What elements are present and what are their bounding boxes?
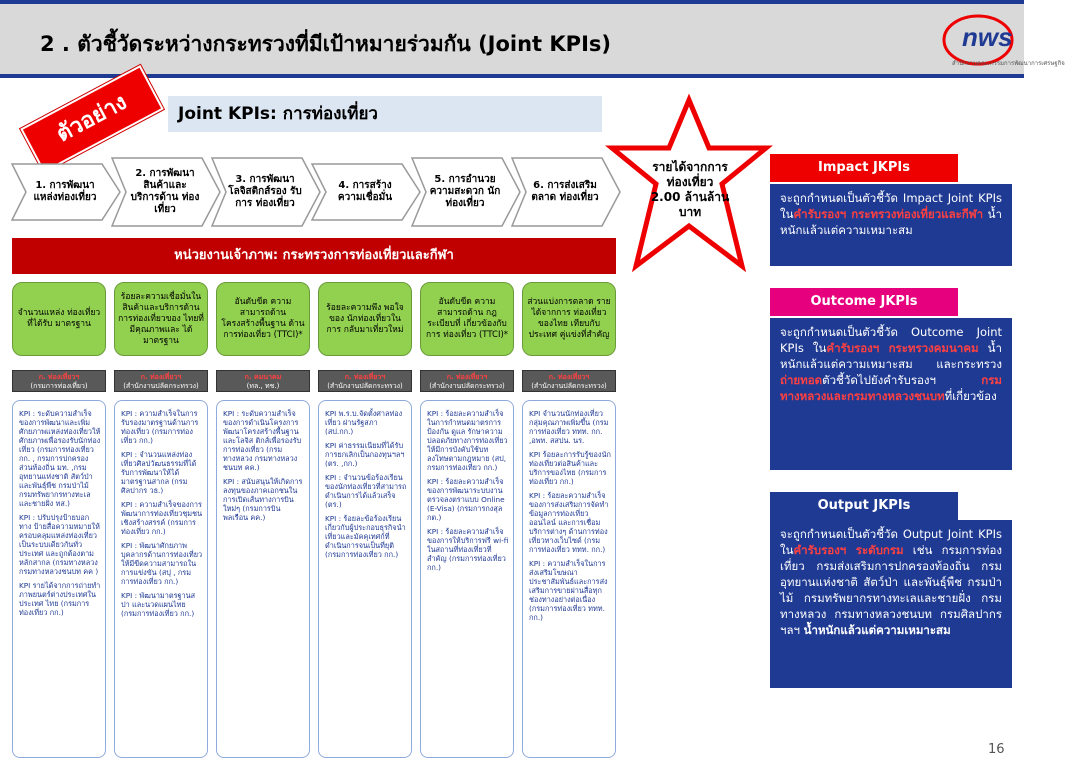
owner-unit: (สำนักงานปลัดกระทรวง) — [531, 382, 607, 390]
star-line-1: รายได้จากการ — [652, 160, 728, 174]
kpi-item: KPI พ.ร.บ.จัดตั้งศาลท่องเที่ยว ผ่านรัฐสภา (สป.กก.) — [325, 409, 403, 436]
owner-box-4 — [318, 370, 412, 392]
outcome-text-2: น้ำหนักแล้วแต่ความเหมาะสม และกระทรวง — [780, 341, 1002, 371]
kpi-list-4 — [318, 400, 412, 758]
chevron-label: 5. การอำนวย ความสะดวก นักท่องเที่ยว — [429, 174, 501, 209]
kpi-item: KPI : จำนวนแหล่งท่องเที่ยวศิลปวัฒนธรรมที่ได้รับการพัฒนาให้ได้มาตรฐานสากล (กรมศิลปากร วธ.) — [121, 450, 197, 495]
output-text-3: น้ำหนักแล้วแต่ความเหมาะสม — [803, 623, 951, 637]
kpi-list-1 — [12, 400, 106, 758]
owner-unit: (สำนักงานปลัดกระทรวง) — [123, 382, 199, 390]
kpi-item: KPI จำนวนนักท่องเที่ยวกลุ่มคุณภาพเพิ่มขึ้น (กรมการท่องเที่ยว ททท. กก. ,อพท. สสปน. นร. — [529, 409, 609, 445]
kpi-item: KPI ค่าธรรมเนียมที่ได้รับการยกเลิกเป็นกองทุนฯลฯ (ตร. ,กก.) — [325, 441, 405, 468]
kpi-item: KPI : ร้อยละความสำเร็จของการพัฒนาระบบงานตรวจลงตราแบบ Online (E-Visa) (กรมการกงสุล กต.) — [427, 477, 505, 522]
outcome-highlight-1: คำรับรองฯ กระทรวงคมนาคม — [826, 341, 979, 355]
chevron-2 — [112, 158, 220, 226]
owner-box-3 — [216, 370, 310, 392]
example-badge: ตัวอย่าง — [20, 65, 164, 173]
owner-box-1 — [12, 370, 106, 392]
logo-text: nws — [962, 22, 1013, 52]
owner-box-5 — [420, 370, 514, 392]
impact-description — [770, 184, 1012, 266]
kpi-item: KPI : ปรับปรุงป้ายบอกทาง ป้ายสื่อความหมายให้ครอบคลุมแหล่งท่องเที่ยว เป็นระบบเดียวกันทั่วประเทศ และถูกต้องตามหลักสากล (กรมทางหลวง กรมทางหลวงชนบท คค ) — [19, 513, 100, 576]
output-description — [770, 520, 1012, 688]
goal-box-5: อันดับขีด ความสามารถด้าน กฎระเบียบที่ เกี่ยวข้องกับการ ท่องเที่ยว (TTCI)* — [420, 282, 514, 356]
outcome-highlight-3: กรมทางหลวงและกรมทางหลวงชนบท — [780, 373, 1002, 403]
owner-box-2 — [114, 370, 208, 392]
header-rule — [0, 74, 1024, 78]
kpi-list-5 — [420, 400, 514, 758]
goal-box-1: จำนวนแหล่ง ท่องเที่ยวที่ได้รับ มาตรฐาน — [12, 282, 106, 356]
kpi-item: KPI : พัฒนามาตรฐานสปา และนวดแผนไทย (กรมการท่องเที่ยว กก.) — [121, 591, 196, 618]
owner-ministry: ก. ท่องเที่ยวฯ — [446, 373, 488, 381]
kpi-list-6 — [522, 400, 616, 758]
outcome-description — [770, 318, 1012, 470]
star-line-2: ท่องเที่ยว — [666, 175, 714, 189]
chevron-label: 3. การพัฒนา โลจิสติกส์รอง รับการ ท่องเที่ยว — [228, 174, 302, 209]
joint-kpi-title: Joint KPIs: การท่องเที่ยว — [168, 96, 602, 132]
kpi-item: KPI : ร้อยละข้อร้องเรียนเกี่ยวกับผู้ประกอบธุรกิจนำเที่ยวและมัคคุเทศก์ที่ดำเนินการจนเป็นที่ยุติ (กรมการท่องเที่ยว กก.) — [325, 514, 406, 559]
star-target-text — [634, 160, 746, 220]
kpi-item: KPI : สนับสนุนให้เกิดการลงทุนของภาคเอกชนในการเปิดเส้นทางการบินใหม่ๆ (กรมการบินพลเรือน คค.) — [223, 477, 303, 522]
owner-ministry: ก. ท่องเที่ยวฯ — [344, 373, 386, 381]
chevron-1 — [12, 158, 120, 226]
output-text-1: จะถูกกำหนดเป็นตัวชี้วัด Output Joint KPIs ใน — [780, 527, 1002, 557]
owner-ministry: ก. ท่องเที่ยวฯ — [38, 373, 80, 381]
chevron-3 — [212, 158, 320, 226]
goal-box-3: อันดับขีด ความสามารถด้าน โครงสร้างพื้นฐาน ด้านการท่องเที่ยว (TTCI)* — [216, 282, 310, 356]
star-line-3: 2.00 ล้านล้าน — [650, 190, 730, 204]
goal-box-4: ร้อยละความพึง พอใจของ นักท่องเที่ยวในการ กลับมาเที่ยวใหม่ — [318, 282, 412, 356]
owner-ministry: ก. ท่องเที่ยวฯ — [140, 373, 182, 381]
chevron-label: 6. การส่งเสริม ตลาด ท่องเที่ยว — [531, 180, 599, 203]
output-highlight: คำรับรองฯ ระดับกรม — [793, 543, 904, 557]
kpi-item: KPI : ระดับความสำเร็จของการดำเนินโครงการพัฒนาโครงสร้างพื้นฐานและโลจิส ติกส์เพื่อรองรับการท่องเที่ยว (กรมทางหลวง กรมทางหลวงชนบท คค.) — [223, 409, 302, 472]
goal-box-6: ส่วนแบ่งการตลาด รายได้จากการ ท่องเที่ยวของไทย เทียบกับประเทศ คู่แข่งที่สำคัญ — [522, 282, 616, 356]
kpi-item: KPI : ร้อยละความสำเร็จของการส่งเสริมการจัดทำข้อมูลการท่องเที่ยวออนไลน์ และการเชื่อมบริการต่างๆ ด้านการท่องเที่ยวทางเว็บไซด์ (กรมการท่องเที่ยว ททท. กก.) — [529, 491, 609, 554]
kpi-list-3 — [216, 400, 310, 758]
kpi-item: KPI : ระดับความสำเร็จของการพัฒนาและเพิ่มศักยภาพแหล่งท่องเที่ยวให้ศักยภาพเพื่อรองรับนักท่องเที่ยว (กรมการท่องเที่ยว กก. , กรมการปกครองส่วนท้องถิ่น มท. ,กรมอุทยานแห่งชาติ สัตว์ป่า และพันธุ์พืช กรมป่าไม้ กรมทรัพยากรทางทะเลและชายฝั่ง ทส.) — [19, 409, 101, 508]
outcome-highlight-2: ถ่ายทอด — [780, 373, 823, 387]
goal-box-2: ร้อยละความเชื่อมั่นใน สินค้าและบริการด้าน การท่องเที่ยวของ ไทยที่มีคุณภาพและ ได้มาตรฐาน — [114, 282, 208, 356]
nesdb-logo — [940, 10, 1065, 74]
kpi-item: KPI รายได้จากการถ่ายทำภาพยนตร์ต่างประเทศใน ประเทศ ไทย (กรมการท่องเที่ยว กก.) — [19, 581, 101, 617]
kpi-item: KPI : ความสำเร็จในการรับรองมาตรฐานด้านการท่องเที่ยว (กรมการท่องเที่ยว กก.) — [121, 409, 199, 445]
owner-unit: (กรมการท่องเที่ยว) — [30, 382, 88, 390]
outcome-text-3: ตัวชี้วัดไปยังคำรับรองฯ — [822, 373, 982, 387]
page-number: 16 — [988, 742, 1005, 757]
owner-unit: (ทล., ทช.) — [246, 382, 280, 390]
outcome-text-1: จะถูกกำหนดเป็นตัวชี้วัด Outcome Joint KPIs ใน — [780, 325, 1002, 355]
kpi-item: KPI : พัฒนาศักยภาพบุคลากรด้านการท่องเที่ยวให้มีขีดความสามารถในการแข่งขัน (สปุ , กรมการท่องเที่ยว กก.) — [121, 541, 203, 586]
kpi-item: KPI : ความสำเร็จของการพัฒนาการท่องเที่ยวชุมชนเชิงสร้างสรรค์ (กรมการท่องเที่ยว กก.) — [121, 500, 203, 536]
page-title: 2 . ตัวชี้วัดระหว่างกระทรวงที่มีเป้าหมายร่วมกัน (Joint KPIs) — [40, 32, 611, 56]
kpi-list-2 — [114, 400, 208, 758]
kpi-item: KPI : ร้อยละความสำเร็จของการให้บริการฟรี wi-fi ในสถานที่ท่องเที่ยวที่สำคัญ (กรมการท่องเที่ยว กก.) — [427, 527, 509, 572]
chevron-label: 2. การพัฒนา สินค้าและ บริการด้าน ท่องเที่ยว — [130, 168, 200, 215]
chevron-5 — [412, 158, 520, 226]
outcome-heading: Outcome JKPIs — [770, 288, 958, 316]
impact-heading: Impact JKPIs — [770, 154, 958, 182]
outcome-text-4: ที่เกี่ยวข้อง — [944, 389, 997, 403]
impact-highlight: คำรับรองฯ กระทรวงท่องเที่ยวและกีฬา — [793, 207, 984, 221]
impact-text-2: น้ำหนักแล้วแต่ความเหมาะสม — [780, 207, 1002, 237]
output-heading: Output JKPIs — [770, 492, 958, 520]
owner-unit: (สำนักงานปลัดกระทรวง) — [429, 382, 505, 390]
header-band — [0, 4, 1065, 76]
kpi-item: KPI : จำนวนข้อร้องเรียนของนักท่องเที่ยวที่สามารถดำเนินการได้แล้วเสร็จ (ตร.) — [325, 473, 407, 509]
star-line-4: บาท — [678, 205, 702, 219]
kpi-item: KPI : ร้อยละความสำเร็จในการกำหนดมาตรการป้องกัน ดูแล รักษาความปลอดภัยทางการท่องเที่ยวให้มีการบังคับใช้บทลงโทษตามกฎหมาย (สป, กรมการท่องเที่ยว กก.) — [427, 409, 508, 472]
owner-ministry: ก. ท่องเที่ยวฯ — [548, 373, 590, 381]
strategy-chevrons — [12, 158, 620, 226]
logo-tagline: สำนักงานคณะกรรมการพัฒนาการเศรษฐกิจ — [952, 60, 1065, 67]
chevron-4 — [312, 158, 420, 226]
kpi-item: KPI : ความสำเร็จในการส่งเสริมโฆษณาประชาสัมพันธ์และการส่งเสริมการขายผ่านสื่อทุกช่องทางอย่างต่อเนื่อง (กรมการท่องเที่ยว ททท. กก.) — [529, 559, 608, 622]
owner-ministry: ก. คมนาคม — [244, 373, 282, 381]
owner-unit: (สำนักงานปลัดกระทรวง) — [327, 382, 403, 390]
owner-box-6 — [522, 370, 616, 392]
impact-text-1: จะถูกกำหนดเป็นตัวชี้วัด Impact Joint KPIs ใน — [780, 191, 1002, 221]
chevron-label: 4. การสร้าง ความเชื่อมั่น — [337, 180, 393, 203]
output-text-2: เช่น กรมการท่องเที่ยว กรมส่งเสริมการปกครองท้องถิ่น กรมอุทยานแห่งชาติ สัตว์ป่า และพันธุ์พืช กรมป่าไม้ กรมทรัพยากรทางทะเลและชายฝั่ง กรมทางหลวง กรมทางหลวงชนบท กรมศิลปากร ฯลฯ — [780, 543, 1002, 637]
chevron-label: 1. การพัฒนา แหล่งท่องเที่ยว — [33, 180, 97, 203]
host-agency-banner: หน่วยงานเจ้าภาพ: กระทรวงการท่องเที่ยวและกีฬา — [12, 238, 616, 274]
kpi-item: KPI ร้อยละการรับรู้ของนักท่องเที่ยวต่อสินค้าและบริการของไทย (กรมการท่องเที่ยว กก.) — [529, 450, 611, 486]
